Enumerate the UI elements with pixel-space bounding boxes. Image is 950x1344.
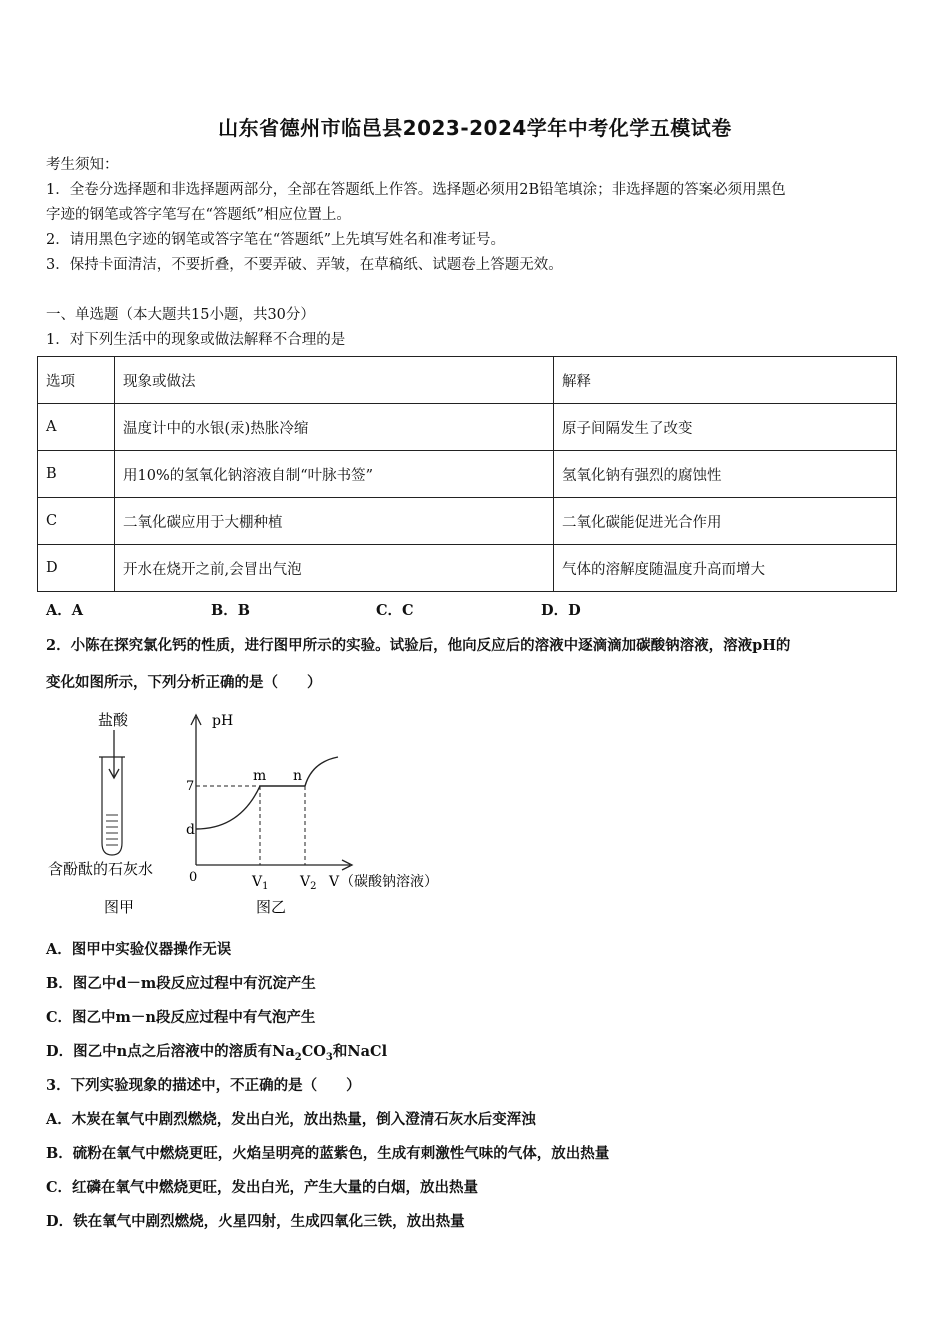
test-tube-outline xyxy=(102,757,122,855)
origin-label: 0 xyxy=(189,870,198,885)
notice-item-2: 2．请用黑色字迹的钢笔或答字笔在“答题纸”上先填写姓名和准考证号。 xyxy=(46,232,506,248)
notice-item-1-cont: 字迹的钢笔或答字笔写在“答题纸”相应位置上。 xyxy=(46,207,351,223)
table-cell: 用10%的氢氧化钠溶液自制“叶脉书签” xyxy=(115,451,554,498)
notice-item-3: 3．保持卡面清洁，不要折叠，不要弄破、弄皱，在草稿纸、试题卷上答题无效。 xyxy=(46,257,563,273)
figure-a-bottom-label: 含酚酞的石灰水 xyxy=(48,860,154,878)
table-header-row xyxy=(38,357,897,404)
q1-option-d[interactable]: D．D xyxy=(541,602,581,619)
table-cell: 二氧化碳应用于大棚种植 xyxy=(115,498,554,545)
q1-option-c[interactable]: C．C xyxy=(376,602,414,619)
table-row xyxy=(38,404,897,451)
q3-option-a[interactable]: A．木炭在氧气中剧烈燃烧，发出白光，放出热量，倒入澄清石灰水后变浑浊 xyxy=(46,1111,536,1128)
q2-stem-line2: 变化如图所示，下列分析正确的是（ ） xyxy=(46,674,322,691)
table-header-cell: 现象或做法 xyxy=(115,357,554,404)
table-cell: 原子间隔发生了改变 xyxy=(554,404,897,451)
table-cell: 气体的溶解度随温度升高而增大 xyxy=(554,545,897,592)
table-row xyxy=(38,451,897,498)
notice-heading: 考生须知： xyxy=(46,157,119,173)
q2-stem-line1: 2．小陈在探究氯化钙的性质，进行图甲所示的实验。试验后，他向反应后的溶液中逐滴滴加碳酸钠溶液，溶液pH的 xyxy=(46,637,791,654)
q3-option-b[interactable]: B．硫粉在氧气中燃烧更旺，火焰呈明亮的蓝紫色，生成有刺激性气味的气体，放出热量 xyxy=(46,1145,610,1162)
q3-stem: 3．下列实验现象的描述中，不正确的是（ ） xyxy=(46,1077,361,1094)
v1-label: $V_1$ xyxy=(252,874,269,892)
q2-option-d[interactable]: D．图乙中n点之后溶液中的溶质有$Na_2CO_3$和NaCl xyxy=(46,1043,388,1063)
table-row xyxy=(38,545,897,592)
tick-7-label: 7 xyxy=(186,779,195,794)
table-row xyxy=(38,498,897,545)
table-cell: A xyxy=(38,404,115,451)
figure-a-test-tube xyxy=(48,711,153,916)
figure-b-caption: 图乙 xyxy=(256,898,287,916)
table-header-cell: 解释 xyxy=(554,357,897,404)
figure-a-top-label: 盐酸 xyxy=(98,711,129,729)
table-cell: 二氧化碳能促进光合作用 xyxy=(554,498,897,545)
figure-a-caption: 图甲 xyxy=(104,898,135,916)
v2-label: $V_2$ xyxy=(300,874,317,892)
q1-option-a[interactable]: A．A xyxy=(46,602,84,619)
table-cell: 氢氧化钠有强烈的腐蚀性 xyxy=(554,451,897,498)
table-cell: B xyxy=(38,451,115,498)
y-axis-label: pH xyxy=(212,713,234,729)
tick-d-label: d xyxy=(186,822,195,838)
table-header-cell: 选项 xyxy=(38,357,115,404)
ph-curve xyxy=(196,757,338,829)
x-axis-v-label: V xyxy=(329,874,340,890)
q2-option-a[interactable]: A．图甲中实验仪器操作无误 xyxy=(46,941,232,958)
table-cell: D xyxy=(38,545,115,592)
point-m-label: m xyxy=(253,768,267,784)
q1-option-b[interactable]: B．B xyxy=(211,602,251,619)
notice-item-1: 1．全卷分选择题和非选择题两部分，全部在答题纸上作答。选择题必须用2B铅笔填涂；非选择题的答案必须用黑色 xyxy=(46,182,786,198)
q3-option-d[interactable]: D．铁在氧气中剧烈燃烧，火星四射，生成四氧化三铁，放出热量 xyxy=(46,1213,465,1230)
q2-option-b[interactable]: B．图乙中d－m段反应过程中有沉淀产生 xyxy=(46,975,316,992)
table-cell: 开水在烧开之前,会冒出气泡 xyxy=(115,545,554,592)
table-cell: 温度计中的水银(汞)热胀冷缩 xyxy=(115,404,554,451)
point-n-label: n xyxy=(293,768,303,784)
q2-figure xyxy=(40,705,470,920)
figure-b-ph-graph xyxy=(186,713,438,916)
x-axis-label: （碳酸钠溶液） xyxy=(340,874,438,890)
q1-stem: 1．对下列生活中的现象或做法解释不合理的是 xyxy=(46,332,346,348)
q1-table xyxy=(37,356,897,592)
section-heading: 一、单选题（本大题共15小题，共30分） xyxy=(46,307,315,323)
table-cell: C xyxy=(38,498,115,545)
q2-option-c[interactable]: C．图乙中m－n段反应过程中有气泡产生 xyxy=(46,1009,316,1026)
page-title: 山东省德州市临邑县2023-2024学年中考化学五模试卷 xyxy=(218,116,732,140)
q3-option-c[interactable]: C．红磷在氧气中燃烧更旺，发出白光，产生大量的白烟，放出热量 xyxy=(46,1179,479,1196)
